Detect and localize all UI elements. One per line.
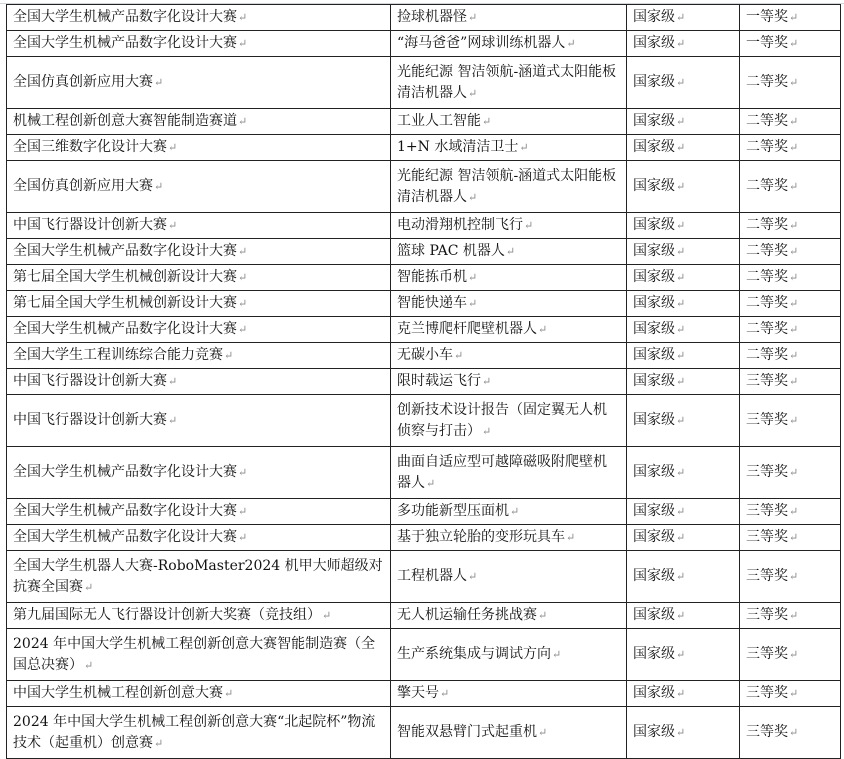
paragraph-mark-icon: ↵ — [519, 141, 529, 154]
paragraph-mark-icon: ↵ — [789, 648, 799, 661]
level-text: 国家级 — [633, 464, 675, 480]
competition-cell[interactable] — [7, 681, 391, 707]
project-cell[interactable] — [391, 551, 627, 603]
paragraph-mark-icon: ↵ — [676, 115, 686, 128]
table-row — [7, 213, 841, 239]
paragraph-mark-icon: ↵ — [676, 349, 686, 362]
competition-cell[interactable] — [7, 57, 391, 109]
project-text: 曲面自适应型可越障磁吸附爬壁机器人 — [397, 453, 607, 491]
competition-cell[interactable] — [7, 5, 391, 31]
table-row — [7, 109, 841, 135]
paragraph-mark-icon: ↵ — [676, 297, 686, 310]
paragraph-mark-icon: ↵ — [482, 115, 492, 128]
award-text: 三等奖 — [746, 412, 788, 428]
competition-cell[interactable] — [7, 551, 391, 603]
level-cell[interactable] — [627, 135, 740, 161]
level-cell[interactable] — [627, 57, 740, 109]
paragraph-mark-icon: ↵ — [676, 609, 686, 622]
project-text: 无人机运输任务挑战赛 — [397, 607, 537, 623]
competition-text: 中国大学生机械工程创新创意大赛 — [13, 685, 223, 701]
award-cell[interactable] — [740, 681, 841, 707]
level-cell[interactable] — [627, 603, 740, 629]
table-row — [7, 5, 841, 31]
table-row — [7, 603, 841, 629]
level-cell[interactable] — [627, 629, 740, 681]
competition-cell[interactable] — [7, 525, 391, 551]
paragraph-mark-icon: ↵ — [676, 11, 686, 24]
paragraph-mark-icon: ↵ — [154, 736, 164, 750]
award-cell[interactable] — [740, 551, 841, 603]
project-cell[interactable] — [391, 317, 627, 343]
paragraph-mark-icon: ↵ — [238, 505, 248, 518]
paragraph-mark-icon: ↵ — [789, 245, 799, 258]
competition-cell[interactable] — [7, 343, 391, 369]
project-cell[interactable] — [391, 291, 627, 317]
level-text: 国家级 — [633, 607, 675, 623]
paragraph-mark-icon: ↵ — [789, 349, 799, 362]
competition-text: 全国大学生工程训练综合能力竞赛 — [13, 347, 223, 363]
level-text: 国家级 — [633, 74, 675, 90]
competition-text: 中国飞行器设计创新大赛 — [13, 412, 167, 428]
project-text: 基于独立轮胎的变形玩具车 — [397, 529, 565, 545]
award-cell[interactable] — [740, 603, 841, 629]
paragraph-mark-icon: ↵ — [789, 180, 799, 193]
paragraph-mark-icon: ↵ — [552, 648, 562, 661]
award-text: 二等奖 — [746, 295, 788, 311]
competition-text: 第七届全国大学生机械创新设计大赛 — [13, 269, 237, 285]
paragraph-mark-icon: ↵ — [168, 141, 178, 154]
paragraph-mark-icon: ↵ — [676, 219, 686, 232]
level-text: 国家级 — [633, 113, 675, 129]
paragraph-mark-icon: ↵ — [154, 76, 164, 89]
award-cell[interactable] — [740, 135, 841, 161]
paragraph-mark-icon: ↵ — [440, 687, 450, 700]
paragraph-mark-icon: ↵ — [238, 37, 248, 50]
paragraph-mark-icon: ↵ — [789, 37, 799, 50]
level-text: 国家级 — [633, 178, 675, 194]
paragraph-mark-icon: ↵ — [676, 726, 686, 739]
competition-cell[interactable] — [7, 265, 391, 291]
award-text: 二等奖 — [746, 178, 788, 194]
paragraph-mark-icon: ↵ — [789, 219, 799, 232]
paragraph-mark-icon: ↵ — [789, 11, 799, 24]
paragraph-mark-icon: ↵ — [789, 323, 799, 336]
paragraph-mark-icon: ↵ — [84, 580, 94, 594]
level-cell[interactable] — [627, 447, 740, 499]
paragraph-mark-icon: ↵ — [238, 297, 248, 310]
award-cell[interactable] — [740, 395, 841, 447]
paragraph-mark-icon: ↵ — [789, 115, 799, 128]
award-text: 三等奖 — [746, 724, 788, 740]
level-text: 国家级 — [633, 139, 675, 155]
award-text: 二等奖 — [746, 269, 788, 285]
project-text: 电动滑翔机控制飞行 — [397, 217, 523, 233]
table-row — [7, 161, 841, 213]
paragraph-mark-icon: ↵ — [676, 271, 686, 284]
paragraph-mark-icon: ↵ — [676, 375, 686, 388]
competition-cell[interactable] — [7, 603, 391, 629]
paragraph-mark-icon: ↵ — [468, 297, 478, 310]
competition-cell[interactable] — [7, 447, 391, 499]
table-row — [7, 291, 841, 317]
level-cell[interactable] — [627, 161, 740, 213]
table-row — [7, 395, 841, 447]
level-cell[interactable] — [627, 551, 740, 603]
project-cell[interactable] — [391, 499, 627, 525]
level-text: 国家级 — [633, 9, 675, 25]
competition-cell[interactable] — [7, 135, 391, 161]
level-text: 国家级 — [633, 568, 675, 584]
paragraph-mark-icon: ↵ — [676, 76, 686, 89]
level-text: 国家级 — [633, 35, 675, 51]
paragraph-mark-icon: ↵ — [468, 190, 478, 204]
level-cell[interactable] — [627, 317, 740, 343]
level-cell[interactable] — [627, 499, 740, 525]
paragraph-mark-icon: ↵ — [238, 531, 248, 544]
paragraph-mark-icon: ↵ — [789, 505, 799, 518]
paragraph-mark-icon: ↵ — [676, 466, 686, 479]
competition-cell[interactable] — [7, 629, 391, 681]
award-text: 二等奖 — [746, 321, 788, 337]
paragraph-mark-icon: ↵ — [789, 687, 799, 700]
paragraph-mark-icon: ↵ — [482, 424, 492, 438]
table-row — [7, 447, 841, 499]
level-text: 国家级 — [633, 503, 675, 519]
paragraph-mark-icon: ↵ — [468, 11, 478, 24]
competition-text: 全国大学生机械产品数字化设计大赛 — [13, 503, 237, 519]
level-cell[interactable] — [627, 707, 740, 759]
project-text: 克兰博爬杆爬壁机器人 — [397, 321, 537, 337]
paragraph-mark-icon: ↵ — [505, 245, 516, 258]
project-text: 光能纪源 智洁领航-涵道式太阳能板清洁机器人 — [397, 63, 617, 101]
competition-cell[interactable] — [7, 707, 391, 759]
level-text: 国家级 — [633, 373, 675, 389]
paragraph-mark-icon: ↵ — [789, 271, 799, 284]
project-text: 擎天号 — [397, 685, 439, 701]
project-cell[interactable] — [391, 343, 627, 369]
award-cell[interactable] — [740, 265, 841, 291]
paragraph-mark-icon: ↵ — [426, 476, 436, 490]
competition-text: 全国仿真创新应用大赛 — [13, 74, 153, 90]
competition-text: 第七届全国大学生机械创新设计大赛 — [13, 295, 237, 311]
project-text: 1+N 水域清洁卫士 — [397, 139, 519, 155]
level-text: 国家级 — [633, 529, 675, 545]
level-text: 国家级 — [633, 685, 675, 701]
award-text: 三等奖 — [746, 607, 788, 623]
project-text: 多功能新型压面机 — [397, 503, 509, 519]
paragraph-mark-icon: ↵ — [468, 570, 478, 583]
level-text: 国家级 — [633, 295, 675, 311]
level-cell[interactable] — [627, 525, 740, 551]
paragraph-mark-icon: ↵ — [789, 570, 799, 583]
paragraph-mark-icon: ↵ — [676, 414, 686, 427]
competition-cell[interactable] — [7, 317, 391, 343]
project-cell[interactable] — [391, 395, 627, 447]
competition-text: 中国飞行器设计创新大赛 — [13, 373, 167, 389]
award-text: 三等奖 — [746, 373, 788, 389]
project-cell[interactable] — [391, 707, 627, 759]
competition-cell[interactable] — [7, 213, 391, 239]
award-cell[interactable] — [740, 161, 841, 213]
level-text: 国家级 — [633, 321, 675, 337]
paragraph-mark-icon: ↵ — [676, 37, 686, 50]
paragraph-mark-icon: ↵ — [238, 323, 248, 336]
table-row — [7, 629, 841, 681]
paragraph-mark-icon: ↵ — [789, 466, 799, 479]
paragraph-mark-icon: ↵ — [538, 726, 548, 739]
award-cell[interactable] — [740, 525, 841, 551]
level-text: 国家级 — [633, 347, 675, 363]
paragraph-mark-icon: ↵ — [168, 375, 178, 388]
competition-text: 全国大学生机械产品数字化设计大赛 — [13, 243, 237, 259]
paragraph-mark-icon: ↵ — [524, 219, 534, 232]
award-cell[interactable] — [740, 369, 841, 395]
level-cell[interactable] — [627, 681, 740, 707]
paragraph-mark-icon: ↵ — [676, 687, 686, 700]
competition-text: 全国仿真创新应用大赛 — [13, 178, 153, 194]
paragraph-mark-icon: ↵ — [676, 505, 686, 518]
award-text: 二等奖 — [746, 113, 788, 129]
award-text: 二等奖 — [746, 139, 788, 155]
competition-cell[interactable] — [7, 291, 391, 317]
paragraph-mark-icon: ↵ — [789, 375, 799, 388]
award-cell[interactable] — [740, 57, 841, 109]
paragraph-mark-icon: ↵ — [154, 180, 164, 193]
competition-cell[interactable] — [7, 161, 391, 213]
project-text: 生产系统集成与调试方向 — [397, 646, 551, 662]
competition-cell[interactable] — [7, 499, 391, 525]
project-cell[interactable] — [391, 239, 627, 265]
paragraph-mark-icon: ↵ — [676, 323, 686, 336]
table-row — [7, 57, 841, 109]
paragraph-mark-icon: ↵ — [84, 658, 94, 672]
paragraph-mark-icon: ↵ — [482, 375, 492, 388]
paragraph-mark-icon: ↵ — [238, 271, 248, 284]
paragraph-mark-icon: ↵ — [322, 609, 332, 622]
project-text: 工业人工智能 — [397, 113, 481, 129]
competition-text: 全国大学生机械产品数字化设计大赛 — [13, 464, 237, 480]
project-text: 智能拣币机 — [397, 269, 467, 285]
paragraph-mark-icon: ↵ — [224, 687, 234, 700]
paragraph-mark-icon: ↵ — [238, 466, 248, 479]
award-text: 二等奖 — [746, 243, 788, 259]
competition-text: 全国大学生机械产品数字化设计大赛 — [13, 9, 237, 25]
award-text: 二等奖 — [746, 347, 788, 363]
paragraph-mark-icon: ↵ — [238, 245, 248, 258]
paragraph-mark-icon: ↵ — [789, 726, 799, 739]
award-text: 三等奖 — [746, 685, 788, 701]
award-cell[interactable] — [740, 291, 841, 317]
table-row — [7, 135, 841, 161]
paragraph-mark-icon: ↵ — [676, 245, 686, 258]
award-cell[interactable] — [740, 239, 841, 265]
table-row — [7, 239, 841, 265]
level-cell[interactable] — [627, 31, 740, 57]
project-cell[interactable] — [391, 135, 627, 161]
table-row — [7, 265, 841, 291]
competition-text: 全国三维数字化设计大赛 — [13, 139, 167, 155]
paragraph-mark-icon: ↵ — [168, 414, 178, 427]
project-cell[interactable] — [391, 603, 627, 629]
level-text: 国家级 — [633, 217, 675, 233]
project-text: “海马爸爸”网球训练机器人 — [397, 35, 566, 51]
project-text: 创新技术设计报告（固定翼无人机侦察与打击） — [397, 401, 607, 439]
table-row — [7, 317, 841, 343]
level-cell[interactable] — [627, 343, 740, 369]
paragraph-mark-icon: ↵ — [566, 531, 576, 544]
paragraph-mark-icon: ↵ — [676, 141, 686, 154]
paragraph-mark-icon: ↵ — [789, 297, 799, 310]
level-cell[interactable] — [627, 109, 740, 135]
project-text: 限时载运飞行 — [397, 373, 481, 389]
award-text: 三等奖 — [746, 503, 788, 519]
award-cell[interactable] — [740, 31, 841, 57]
paragraph-mark-icon: ↵ — [676, 180, 686, 193]
award-cell[interactable] — [740, 447, 841, 499]
awards-table — [6, 4, 841, 759]
level-cell[interactable] — [627, 291, 740, 317]
award-cell[interactable] — [740, 109, 841, 135]
paragraph-mark-icon: ↵ — [789, 414, 799, 427]
award-text: 三等奖 — [746, 529, 788, 545]
paragraph-mark-icon: ↵ — [676, 570, 686, 583]
competition-text: 中国飞行器设计创新大赛 — [13, 217, 167, 233]
competition-text: 全国大学生机械产品数字化设计大赛 — [13, 529, 237, 545]
award-cell[interactable] — [740, 343, 841, 369]
project-text: 篮球 PAC 机器人 — [397, 243, 505, 259]
project-cell[interactable] — [391, 31, 627, 57]
competition-cell[interactable] — [7, 109, 391, 135]
paragraph-mark-icon: ↵ — [238, 11, 248, 24]
award-cell[interactable] — [740, 629, 841, 681]
project-cell[interactable] — [391, 213, 627, 239]
level-text: 国家级 — [633, 412, 675, 428]
awards-table-body — [7, 5, 841, 759]
award-cell[interactable] — [740, 213, 841, 239]
competition-cell[interactable] — [7, 239, 391, 265]
project-text: 智能快递车 — [397, 295, 467, 311]
table-row — [7, 499, 841, 525]
award-text: 三等奖 — [746, 568, 788, 584]
project-text: 无碳小车 — [397, 347, 453, 363]
award-text: 三等奖 — [746, 646, 788, 662]
project-cell[interactable] — [391, 5, 627, 31]
table-row — [7, 343, 841, 369]
level-cell[interactable] — [627, 265, 740, 291]
project-cell[interactable] — [391, 161, 627, 213]
paragraph-mark-icon: ↵ — [789, 531, 799, 544]
project-cell[interactable] — [391, 265, 627, 291]
competition-text: 2024 年中国大学生机械工程创新创意大赛“北起院杯”物流技术（起重机）创意赛 — [13, 713, 376, 751]
competition-text: 机械工程创新创意大赛智能制造赛道 — [13, 113, 237, 129]
project-cell[interactable] — [391, 447, 627, 499]
level-text: 国家级 — [633, 269, 675, 285]
award-cell[interactable] — [740, 499, 841, 525]
paragraph-mark-icon: ↵ — [566, 37, 576, 50]
award-cell[interactable] — [740, 707, 841, 759]
table-row — [7, 707, 841, 759]
project-cell[interactable] — [391, 629, 627, 681]
competition-cell[interactable] — [7, 369, 391, 395]
paragraph-mark-icon: ↵ — [168, 219, 178, 232]
level-cell[interactable] — [627, 239, 740, 265]
table-row — [7, 681, 841, 707]
competition-text: 全国大学生机器人大赛-RoboMaster2024 机甲大师超级对抗赛全国赛 — [13, 557, 383, 595]
project-cell[interactable] — [391, 109, 627, 135]
competition-text: 第九届国际无人飞行器设计创新大奖赛（竞技组） — [13, 607, 321, 623]
paragraph-mark-icon: ↵ — [676, 648, 686, 661]
paragraph-mark-icon: ↵ — [468, 271, 478, 284]
level-text: 国家级 — [633, 646, 675, 662]
level-cell[interactable] — [627, 369, 740, 395]
level-cell[interactable] — [627, 395, 740, 447]
paragraph-mark-icon: ↵ — [789, 76, 799, 89]
level-cell[interactable] — [627, 5, 740, 31]
project-text: 捡球机器怪 — [397, 9, 467, 25]
level-text: 国家级 — [633, 243, 675, 259]
competition-cell[interactable] — [7, 31, 391, 57]
project-text: 工程机器人 — [397, 568, 467, 584]
paragraph-mark-icon: ↵ — [789, 609, 799, 622]
project-cell[interactable] — [391, 525, 627, 551]
level-text: 国家级 — [633, 724, 675, 740]
project-cell[interactable] — [391, 681, 627, 707]
competition-text: 2024 年中国大学生机械工程创新创意大赛智能制造赛（全国总决赛） — [13, 635, 376, 673]
paragraph-mark-icon: ↵ — [238, 115, 248, 128]
table-row — [7, 31, 841, 57]
award-text: 二等奖 — [746, 74, 788, 90]
level-cell[interactable] — [627, 213, 740, 239]
paragraph-mark-icon: ↵ — [676, 531, 686, 544]
award-text: 一等奖 — [746, 35, 788, 51]
paragraph-mark-icon: ↵ — [789, 141, 799, 154]
award-cell[interactable] — [740, 5, 841, 31]
table-row — [7, 551, 841, 603]
paragraph-mark-icon: ↵ — [538, 609, 548, 622]
paragraph-mark-icon: ↵ — [468, 86, 478, 100]
paragraph-mark-icon: ↵ — [538, 323, 548, 336]
table-row — [7, 369, 841, 395]
project-text: 智能双悬臂门式起重机 — [397, 724, 537, 740]
paragraph-mark-icon: ↵ — [454, 349, 464, 362]
project-text: 光能纪源 智洁领航-涵道式太阳能板清洁机器人 — [397, 167, 617, 205]
competition-text: 全国大学生机械产品数字化设计大赛 — [13, 321, 237, 337]
award-text: 一等奖 — [746, 9, 788, 25]
table-row — [7, 525, 841, 551]
project-cell[interactable] — [391, 57, 627, 109]
paragraph-mark-icon: ↵ — [510, 505, 520, 518]
competition-text: 全国大学生机械产品数字化设计大赛 — [13, 35, 237, 51]
award-cell[interactable] — [740, 317, 841, 343]
award-text: 三等奖 — [746, 464, 788, 480]
paragraph-mark-icon: ↵ — [224, 349, 234, 362]
competition-cell[interactable] — [7, 395, 391, 447]
project-cell[interactable] — [391, 369, 627, 395]
award-text: 二等奖 — [746, 217, 788, 233]
